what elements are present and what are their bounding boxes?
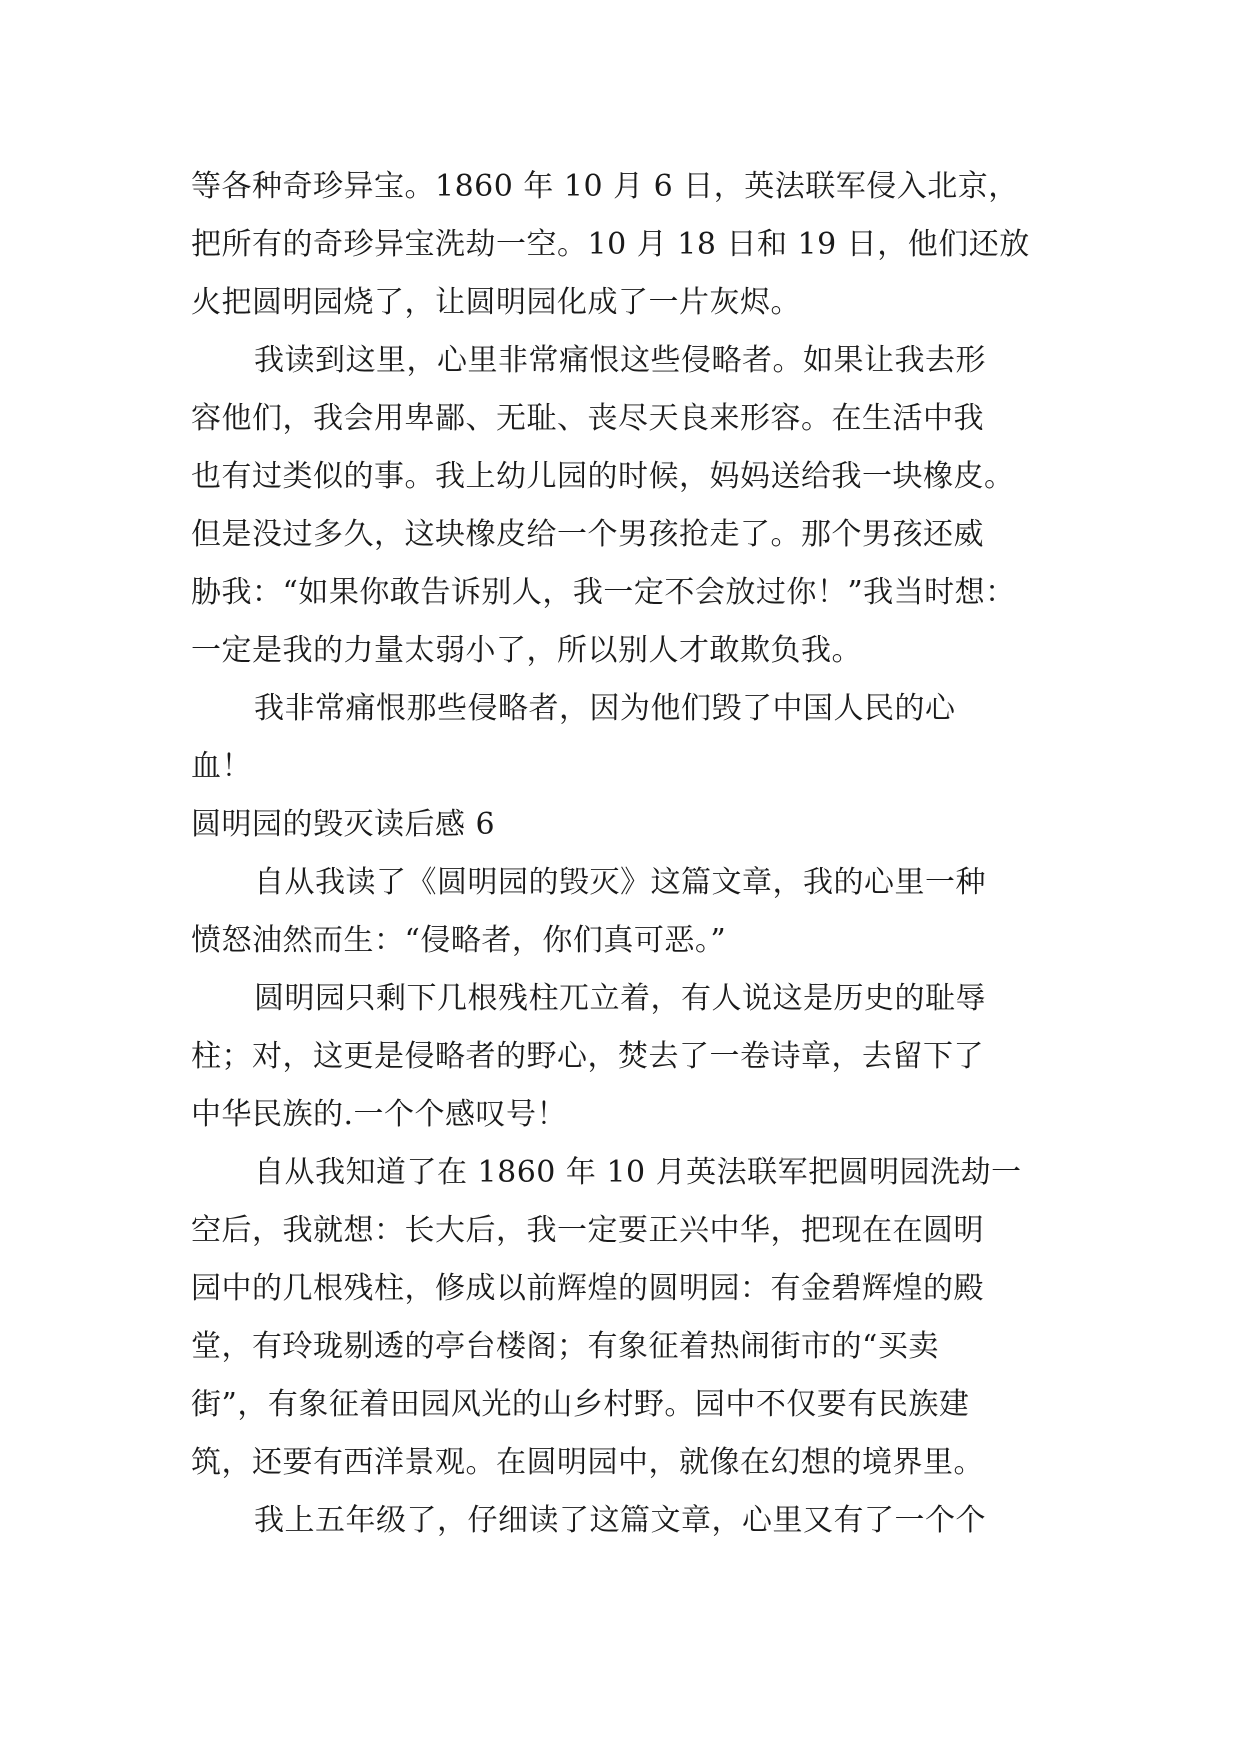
text-line-24: 我上五年级了，仔细读了这篇文章，心里又有了一个个 xyxy=(254,1503,986,1538)
text-line-18: 自从我知道了在 1860 年 10 月英法联军把圆明园洗劫一 xyxy=(254,1155,1022,1190)
text-line-17: 中华民族的.一个个感叹号！ xyxy=(191,1097,568,1132)
text-line-20: 园中的几根残柱，修成以前辉煌的圆明园：有金碧辉煌的殿 xyxy=(191,1271,984,1306)
text-line-1: 等各种奇珍异宝。1860 年 10 月 6 日，英法联军侵入北京， xyxy=(191,169,1019,204)
text-line-14: 愤怒油然而生：“侵略者，你们真可恶。” xyxy=(191,923,727,958)
text-line-21: 堂，有玲珑剔透的亭台楼阁；有象征着热闹街市的“买卖 xyxy=(191,1329,939,1364)
text-line-3: 火把圆明园烧了，让圆明园化成了一片灰烬。 xyxy=(191,285,801,320)
text-line-7: 但是没过多久，这块橡皮给一个男孩抢走了。那个男孩还威 xyxy=(191,517,984,552)
text-line-8: 胁我：“如果你敢告诉别人，我一定不会放过你！”我当时想： xyxy=(191,575,1016,610)
text-line-5: 容他们，我会用卑鄙、无耻、丧尽天良来形容。在生活中我 xyxy=(191,401,984,436)
text-line-22: 街”，有象征着田园风光的山乡村野。园中不仅要有民族建 xyxy=(191,1387,970,1422)
section-heading: 圆明园的毁灭读后感 6 xyxy=(191,807,496,842)
text-line-6: 也有过类似的事。我上幼儿园的时候，妈妈送给我一块橡皮。 xyxy=(191,459,1015,494)
text-line-2: 把所有的奇珍异宝洗劫一空。10 月 18 日和 19 日，他们还放 xyxy=(191,227,1030,262)
text-line-13: 自从我读了《圆明园的毁灭》这篇文章，我的心里一种 xyxy=(254,865,986,900)
text-line-4: 我读到这里，心里非常痛恨这些侵略者。如果让我去形 xyxy=(254,343,986,378)
text-line-19: 空后，我就想：长大后，我一定要正兴中华，把现在在圆明 xyxy=(191,1213,984,1248)
text-line-15: 圆明园只剩下几根残柱兀立着，有人说这是历史的耻辱 xyxy=(254,981,986,1016)
text-line-10: 我非常痛恨那些侵略者，因为他们毁了中国人民的心 xyxy=(254,691,956,726)
text-line-9: 一定是我的力量太弱小了，所以别人才敢欺负我。 xyxy=(191,633,862,668)
text-line-23: 筑，还要有西洋景观。在圆明园中，就像在幻想的境界里。 xyxy=(191,1445,984,1480)
text-line-16: 柱；对，这更是侵略者的野心，焚去了一卷诗章，去留下了 xyxy=(191,1039,984,1074)
text-line-11: 血！ xyxy=(191,749,252,784)
